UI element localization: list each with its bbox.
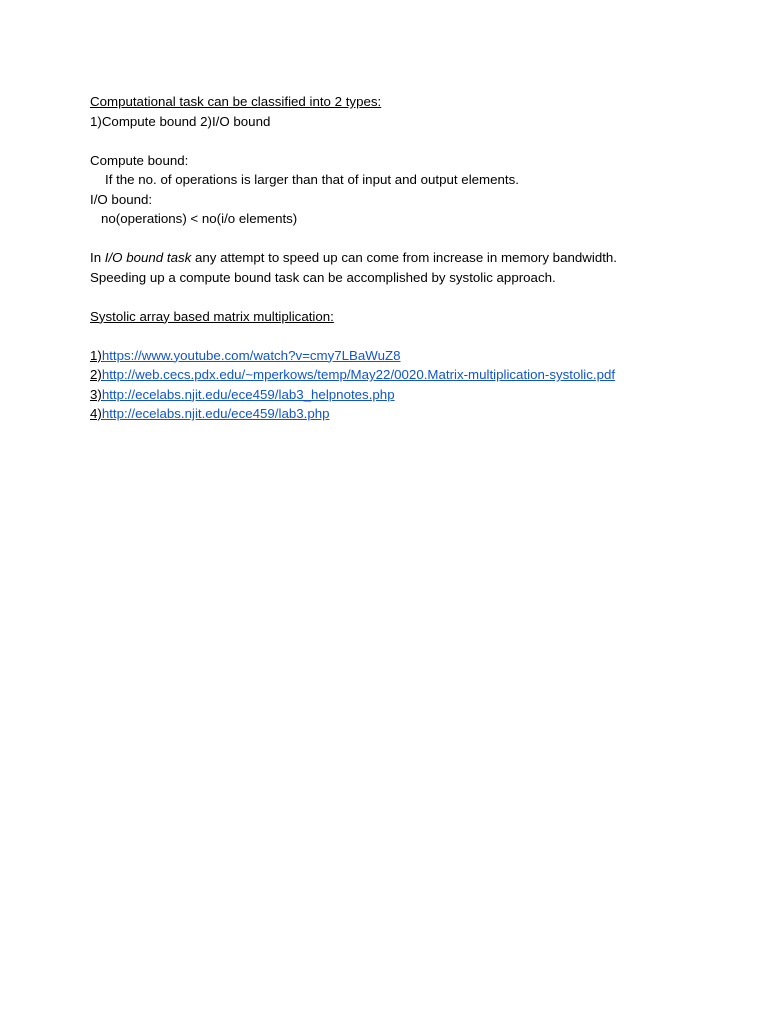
spacer xyxy=(90,326,730,346)
compute-bound-description: If the no. of operations is larger than that of input and output elements. xyxy=(105,172,519,187)
document-page xyxy=(90,92,730,424)
paragraph-io-speedup xyxy=(90,248,730,268)
link-item-2 xyxy=(90,365,730,385)
spacer xyxy=(90,131,730,151)
io-bound-description: no(operations) < no(i/o elements) xyxy=(101,211,298,226)
spacer xyxy=(90,287,730,307)
paragraph-systolic-speedup: Speeding up a compute bound task can be accomplished by systolic approach. xyxy=(90,269,556,285)
section-heading: Computational task can be classified into 2 types: xyxy=(90,94,382,109)
link-item-3 xyxy=(90,385,730,405)
youtube-link[interactable]: https://www.youtube.com/watch?v=cmy7LBaWuZ8 xyxy=(101,347,401,363)
lab3-link[interactable]: http://ecelabs.njit.edu/ece459/lab3.php xyxy=(101,406,330,421)
io-bound-label: I/O bound: xyxy=(90,191,153,207)
systolic-heading: Systolic array based matrix multiplication: xyxy=(90,308,334,324)
compute-bound-label: Compute bound: xyxy=(90,152,189,168)
paragraph-prefix: In xyxy=(90,250,105,265)
pdx-pdf-link[interactable]: http://web.cecs.pdx.edu/~mperkows/temp/May22/0020.Matrix-multiplication-systolic.pdf xyxy=(101,367,616,382)
lab3-helpnotes-link[interactable]: http://ecelabs.njit.edu/ece459/lab3_helpnotes.php xyxy=(101,386,395,402)
link-number: 4) xyxy=(90,406,102,421)
link-number: 3) xyxy=(90,386,102,402)
paragraph-italic-term: I/O bound task xyxy=(104,250,192,265)
link-number: 2) xyxy=(90,367,102,382)
link-number: 1) xyxy=(90,347,102,363)
paragraph-rest: any attempt to speed up can come from increase in memory bandwidth. xyxy=(191,250,617,265)
types-line: 1)Compute bound 2)I/O bound xyxy=(90,113,271,129)
link-item-1 xyxy=(90,346,730,366)
link-item-4 xyxy=(90,404,730,424)
spacer xyxy=(90,229,730,249)
